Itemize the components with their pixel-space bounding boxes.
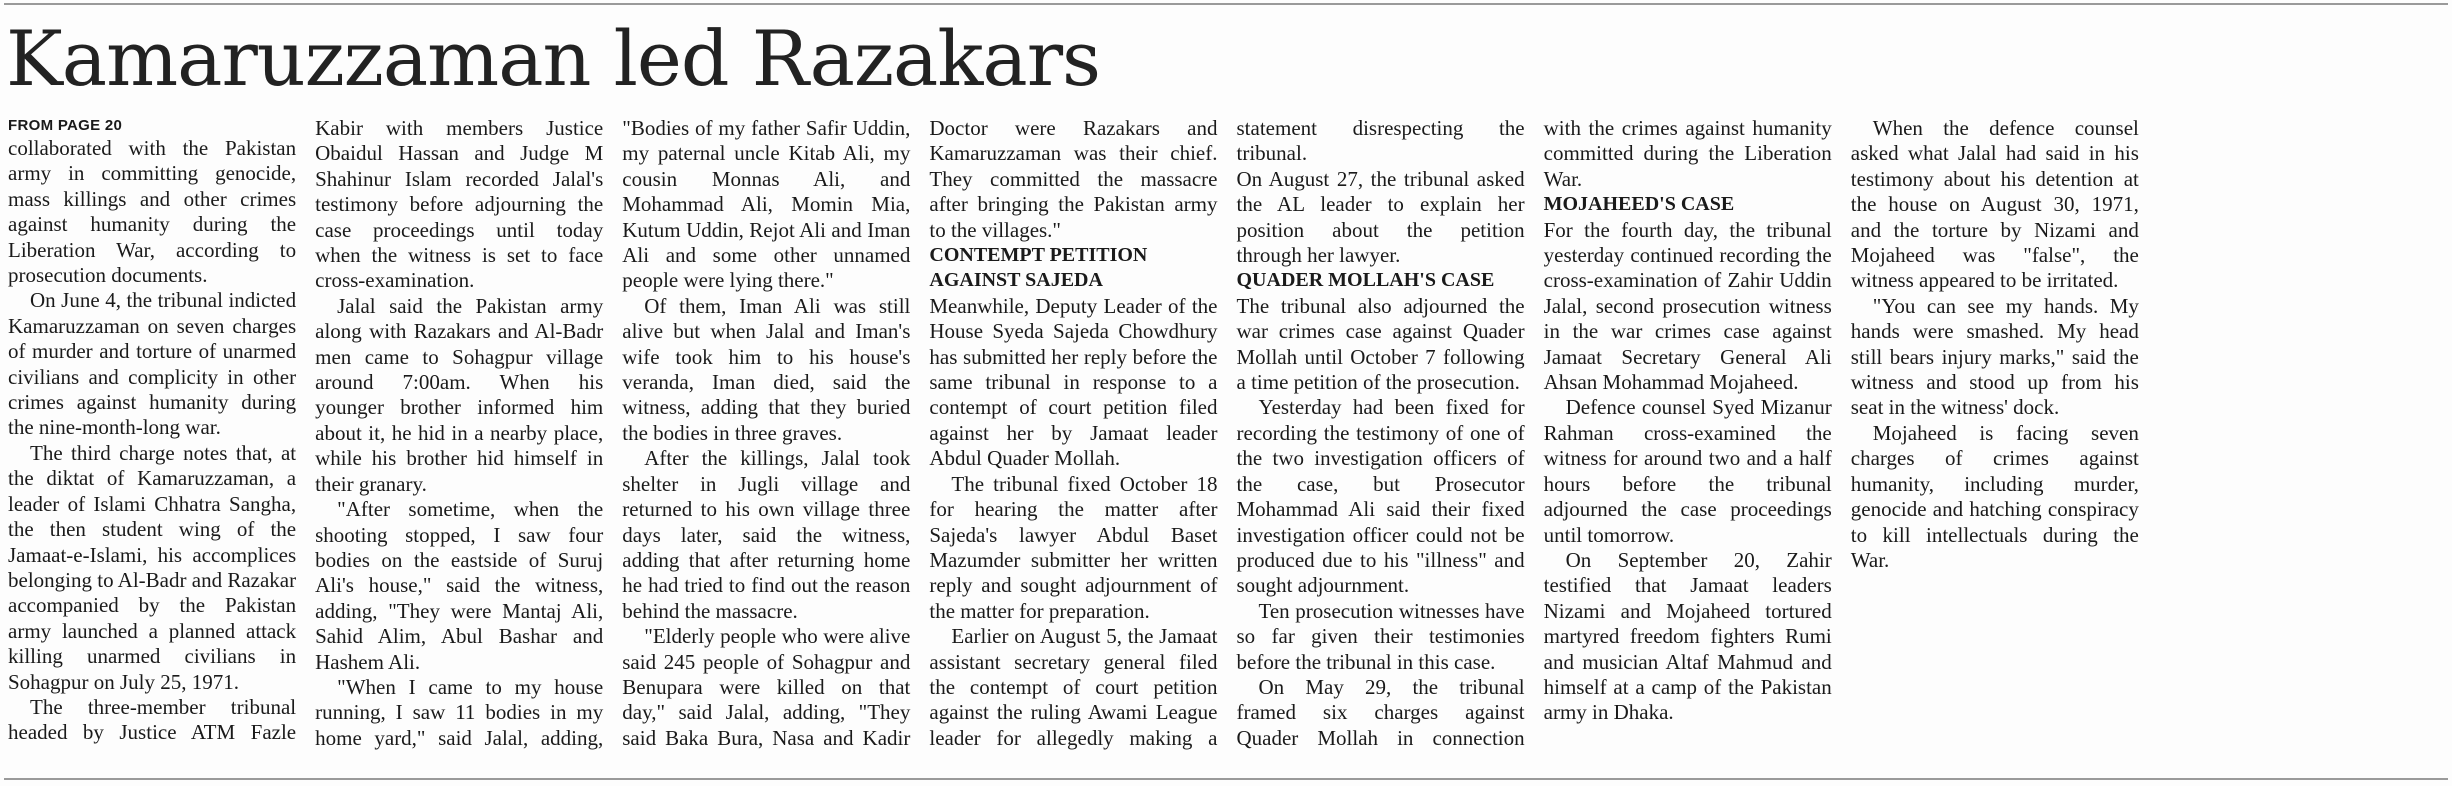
paragraph: The three-member tribunal headed by Justice ATM Fazle Kabir with members Justice Obaidul Hassan and Judge M Shahinur Islam recorded Jalal's testimony before adjourning the case proceedings until today when the witness is set to face cross-examination. bbox=[8, 116, 604, 745]
paragraph: "After sometime, when the shooting stopped, I saw four bodies on the eastside of Suruj Ali's house," said the witness, adding, "They were Mantaj Ali, Sahid Alim, Abul Bashar and Hashem Ali. bbox=[315, 497, 604, 674]
paragraph: Earlier on August 5, the Jamaat assistant secretary general filed the contempt of court petition against the ruling Awami League leader for allegedly making a statement disrespecting the tribunal. bbox=[929, 116, 1525, 750]
paragraph: The tribunal also adjourned the war crimes case against Quader Mollah until October 7 following a time petition of the prosecution. bbox=[1236, 293, 1525, 395]
paragraph: Mojaheed is facing seven charges of crimes against humanity, including murder, genocide and hatching conspiracy to kill intellectuals during the War. bbox=[1850, 420, 2139, 572]
paragraph: Jalal said the Pakistan army along with Razakars and Al-Badr men came to Sohagpur village around 7:00am. When his younger brother informed him about it, he hid in a nearby place, while his brother hid himself in their granary. bbox=[315, 293, 604, 496]
paragraph: Defence counsel Syed Mizanur Rahman cross-examined the witness for around two and a half hours before the tribunal adjourned the case proceedings until tomorrow. bbox=[1543, 395, 1832, 547]
headline: Kamaruzzaman led Razakars bbox=[6, 14, 1101, 103]
paragraph: "You can see my hands. My hands were smashed. My head still bears injury marks," said the witness and stood up from his seat in the witness' dock. bbox=[1850, 293, 2139, 420]
paragraph: collaborated with the Pakistan army in committing genocide, mass killings and other crimes against humanity during the Liberation War, according to prosecution documents. bbox=[8, 136, 297, 288]
paragraph: "When I came to my house running, I saw 11 bodies in my home yard," said Jalal, adding, "Bodies of my father Safir Uddin, my paternal uncle Kitab Ali, my cousin Monnas Ali, and Mohammad Ali, Momin Mia, Kutum Uddin, Rejot Ali and Iman Ali and some other unnamed people were lying there." bbox=[315, 116, 911, 750]
subhead-contempt-petition: CONTEMPT PETITION AGAINST SAJEDA bbox=[929, 244, 1148, 292]
bottom-rule bbox=[4, 778, 2448, 780]
paragraph: "Elderly people who were alive said 245 people of Sohagpur and Benupara were killed on that day," said Jalal, adding, "They said Baka Bura, Nasa and Kadir Doctor were Razakars and Kamaruzzaman was their chief. They committed the massacre after bringing the Pakistan army to the villages." bbox=[622, 116, 1218, 750]
paragraph: Yesterday had been fixed for recording the testimony of one of the two investigation officers of the case, but Prosecutor Mohammad Ali said their fixed investigation officer could not be produced due to his "illness" and sought adjournment. bbox=[1236, 395, 1525, 598]
subhead-quader-mollah: QUADER MOLLAH'S CASE bbox=[1236, 269, 1495, 292]
paragraph: The tribunal fixed October 18 for hearing the matter after Sajeda's lawyer Abdul Baset Mazumder submitter her written reply and sought adjournment of the matter for preparation. bbox=[929, 471, 1218, 623]
paragraph: On September 20, Zahir testified that Jamaat leaders Nizami and Mojaheed tortured martyred freedom fighters Rumi and musician Altaf Mahmud and himself at a camp of the Pakistan army in Dhaka. bbox=[1543, 547, 1832, 725]
paragraph: For the fourth day, the tribunal yesterday continued recording the cross-examination of Zahir Uddin Jalal, second prosecution witness in the war crimes case against Jamaat Secretary General Ali Ahsan Mohammad Mojaheed. bbox=[1543, 217, 1832, 395]
paragraph: Ten prosecution witnesses have so far given their testimonies before the tribunal in this case. bbox=[1236, 598, 1525, 674]
top-rule bbox=[4, 3, 2448, 5]
paragraph: When the defence counsel asked what Jalal had said in his testimony about his detention at the house on August 30, 1971, and the torture by Nizami and Mojaheed was "false", the witness appeared to be irritated. bbox=[1850, 116, 2139, 293]
kicker: FROM PAGE 20 bbox=[8, 117, 123, 134]
paragraph: On August 27, the tribunal asked the AL leader to explain her position about the petition through her lawyer. bbox=[1236, 166, 1525, 268]
article-body bbox=[8, 116, 2446, 766]
subhead-mojaheed: MOJAHEED'S CASE bbox=[1543, 193, 1735, 216]
paragraph: The third charge notes that, at the diktat of Kamaruzzaman, a leader of Islami Chhatra Sangha, the then student wing of the Jamaat-e-Islami, his accomplices belonging to Al-Badr and Razakar accompanied by the Pakistan army launched a planned attack killing unarmed civilians in Sohagpur on July 25, 1971. bbox=[8, 440, 297, 694]
paragraph: Of them, Iman Ali was still alive but when Jalal and Iman's wife took him to his house's veranda, Iman died, said the witness, adding that they buried the bodies in three graves. bbox=[622, 293, 911, 445]
paragraph: On May 29, the tribunal framed six charges against Quader Mollah in connection with the crimes against humanity committed during the Liberation War. bbox=[1236, 116, 1832, 750]
paragraph: Meanwhile, Deputy Leader of the House Syeda Sajeda Chowdhury has submitted her reply before the same tribunal in response to a contempt of court petition filed against her by Jamaat leader Abdul Quader Mollah. bbox=[929, 293, 1218, 471]
paragraph: After the killings, Jalal took shelter in Jugli village and returned to his own village three days later, said the witness, adding that after returning home he had tried to find out the reason behind the massacre. bbox=[622, 446, 911, 623]
paragraph: On June 4, the tribunal indicted Kamaruzzaman on seven charges of murder and torture of unarmed civilians and complicity in other crimes against humanity during the nine-month-long war. bbox=[8, 288, 297, 440]
